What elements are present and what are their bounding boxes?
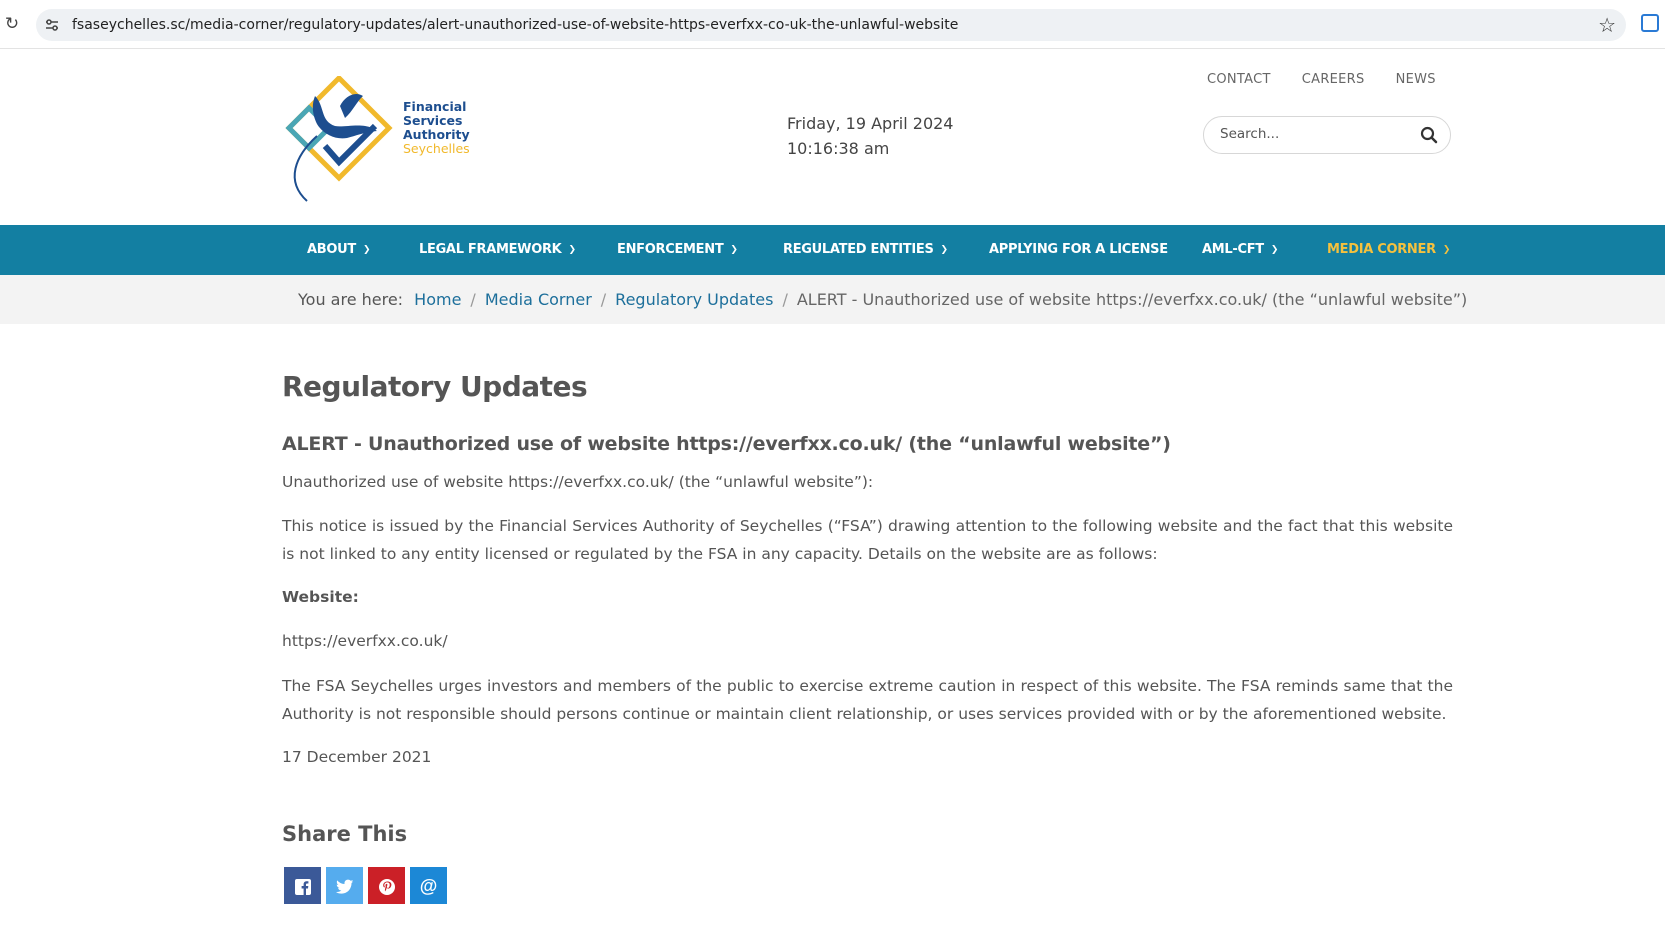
top-link-careers[interactable]: CAREERS (1301, 72, 1365, 87)
current-time: 10:16:38 am (787, 139, 890, 158)
nav-label: ENFORCEMENT (617, 242, 724, 257)
logo-text (403, 100, 470, 156)
facebook-share-button[interactable] (284, 867, 321, 904)
address-bar[interactable] (36, 9, 1626, 41)
logo-text-line: Authority (403, 127, 470, 142)
main-nav (0, 225, 1665, 275)
top-link-news[interactable]: NEWS (1395, 72, 1436, 87)
breadcrumb-separator: / (782, 290, 788, 309)
article-title: ALERT - Unauthorized use of website https://everfxx.co.uk/ (the “unlawful website”) (282, 433, 1171, 455)
breadcrumb-home[interactable]: Home (414, 290, 462, 309)
extension-icon[interactable] (1641, 14, 1659, 32)
search-box (1203, 116, 1451, 154)
nav-label: APPLYING FOR A LICENSE (989, 242, 1168, 257)
share-title: Share This (282, 822, 408, 846)
email-share-button[interactable] (410, 867, 447, 904)
twitter-icon (336, 879, 354, 895)
chevron-down-icon: ❯ (730, 245, 738, 255)
website-label: Website: (282, 588, 359, 606)
chevron-down-icon: ❯ (1442, 245, 1451, 255)
chevron-down-icon: ❯ (362, 245, 371, 255)
logo-text-line: Services (403, 113, 463, 128)
publish-date: 17 December 2021 (282, 748, 432, 766)
breadcrumb-media-corner[interactable]: Media Corner (484, 290, 592, 309)
nav-item-enforcement[interactable] (617, 225, 738, 275)
share-buttons (284, 867, 452, 904)
breadcrumb-label: You are here: (298, 290, 404, 309)
nav-item-applying-for-a-license[interactable] (989, 225, 1168, 275)
nav-label: MEDIA CORNER (1327, 242, 1436, 257)
nav-label: REGULATED ENTITIES (783, 242, 934, 257)
nav-item-legal-framework[interactable] (419, 225, 576, 275)
logo-text-line: Seychelles (403, 141, 470, 156)
browser-toolbar (0, 0, 1665, 49)
breadcrumb-current: ALERT - Unauthorized use of website https://everfxx.co.uk/ (the “unlawful website”) (796, 290, 1468, 309)
date-time (787, 111, 953, 161)
url-text[interactable]: fsaseychelles.sc/media-corner/regulatory-updates/alert-unauthorized-use-of-website-https-everfxx-co-uk-the-unlawful-website (72, 17, 959, 33)
breadcrumb-regulatory-updates[interactable]: Regulatory Updates (615, 290, 774, 309)
search-icon[interactable] (1420, 126, 1438, 144)
chevron-down-icon: ❯ (568, 245, 576, 255)
pinterest-icon (378, 878, 396, 896)
notice-text: This notice is issued by the Financial Services Authority of Seychelles (“FSA”) drawing attention to the following website and the fact that this website is not linked to any entity licensed or regulated by the FSA in any capacity. Details on the website are as follows: (282, 517, 1453, 563)
breadcrumb (0, 275, 1665, 324)
website-url: https://everfxx.co.uk/ (282, 632, 448, 650)
logo-text-line: Financial (403, 99, 467, 114)
chevron-down-icon: ❯ (940, 245, 948, 255)
bookmark-star-icon[interactable]: ☆ (1598, 13, 1616, 37)
nav-item-about[interactable] (307, 225, 370, 275)
reload-icon[interactable]: ↻ (4, 14, 20, 34)
nav-item-regulated-entities[interactable] (783, 225, 948, 275)
site-info-icon[interactable] (44, 17, 60, 33)
nav-label: ABOUT (307, 242, 356, 257)
facebook-icon (294, 878, 312, 896)
nav-label: AML-CFT (1202, 242, 1264, 257)
warning-text: The FSA Seychelles urges investors and members of the public to exercise extreme caution in respect of this website. The FSA reminds same that the Authority is not responsible should persons continue or maintain client relationship, or uses services provided with or by the aforementioned website. (282, 677, 1453, 723)
main-content (282, 370, 1453, 896)
nav-item-aml-cft[interactable] (1202, 225, 1278, 275)
at-sign-icon: @ (419, 876, 438, 896)
pinterest-share-button[interactable] (368, 867, 405, 904)
top-links (1207, 72, 1467, 87)
twitter-share-button[interactable] (326, 867, 363, 904)
breadcrumb-separator: / (470, 290, 476, 309)
search-input[interactable] (1218, 125, 1402, 143)
current-date: Friday, 19 April 2024 (787, 114, 954, 133)
page-title: Regulatory Updates (282, 370, 588, 403)
intro-text: Unauthorized use of website https://everfxx.co.uk/ (the “unlawful website”): (282, 473, 874, 491)
nav-label: LEGAL FRAMEWORK (419, 242, 562, 257)
chevron-down-icon: ❯ (1270, 245, 1279, 255)
breadcrumb-separator: / (600, 290, 607, 309)
top-link-contact[interactable]: CONTACT (1207, 72, 1271, 87)
nav-item-media-corner[interactable] (1327, 225, 1450, 275)
